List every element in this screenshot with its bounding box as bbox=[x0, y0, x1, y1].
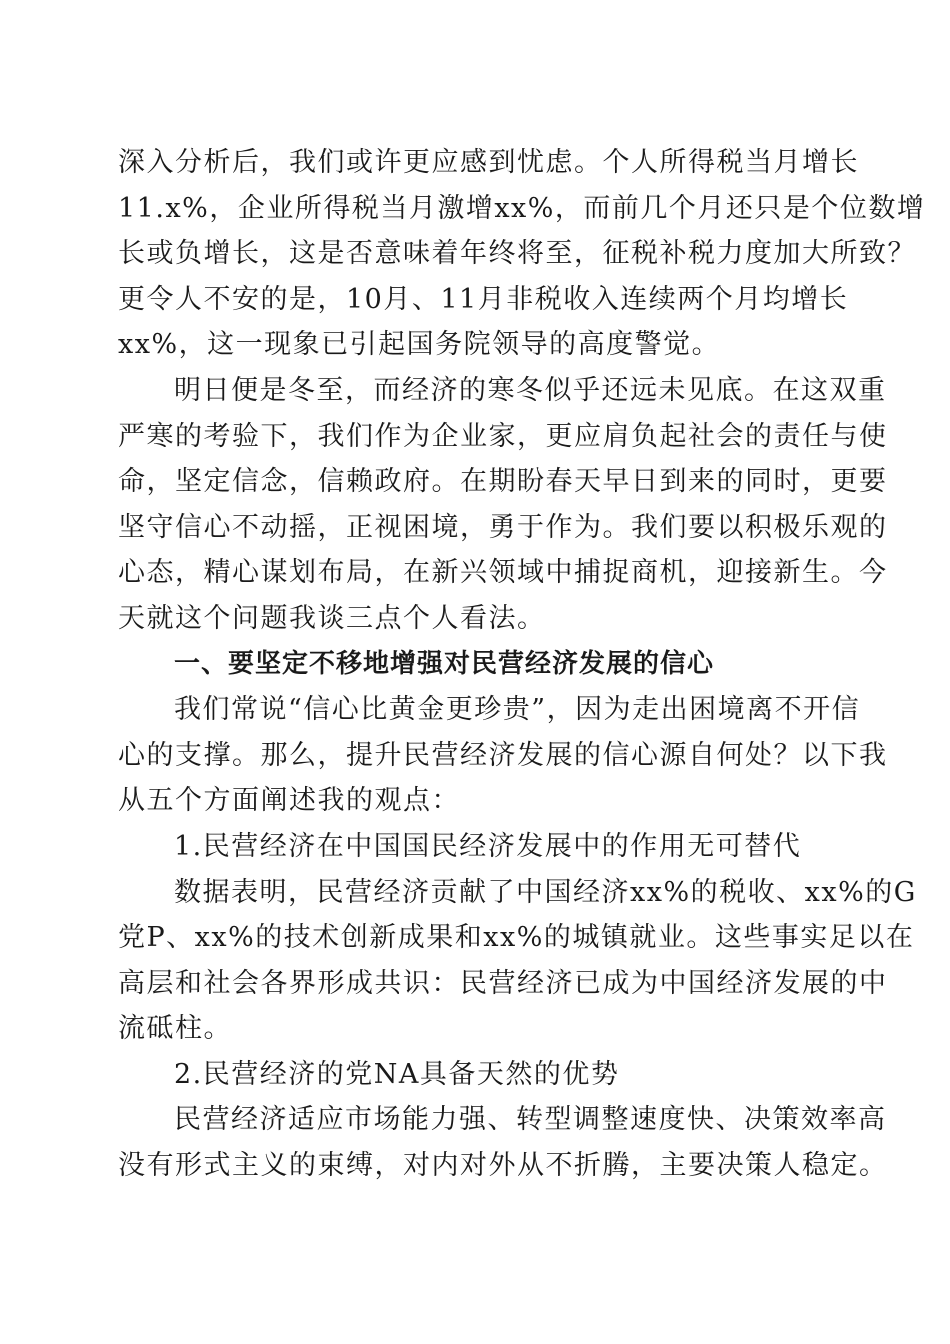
paragraph bbox=[118, 687, 888, 824]
heading-text: 一、要坚定不移地增强对民营经济发展的信心 bbox=[174, 648, 715, 679]
text-line: 命，坚定信念，信赖政府。在期盼春天早日到来的同时，更要 bbox=[118, 466, 888, 498]
text-line: 民营经济适应市场能力强、转型调整速度快、决策效率高 bbox=[174, 1104, 887, 1136]
text-line: 明日便是冬至，而经济的寒冬似乎还远未见底。在这双重 bbox=[174, 374, 887, 406]
text-line: 心态，精心谋划布局，在新兴领域中捕捉商机，迎接新生。今 bbox=[118, 557, 888, 589]
text-line: 坚守信心不动摇，正视困境，勇于作为。我们要以积极乐观的 bbox=[118, 511, 888, 543]
text-line: xx%，这一现象已引起国务院领导的高度警觉。 bbox=[118, 329, 721, 361]
text-line: 心的支撑。那么，提升民营经济发展的信心源自何处？以下我 bbox=[118, 739, 888, 771]
paragraph bbox=[118, 368, 888, 642]
document-body bbox=[118, 140, 926, 1189]
subheading bbox=[118, 824, 838, 870]
text-line: 党P、xx%的技术创新成果和xx%的城镇就业。这些事实足以在 bbox=[118, 922, 915, 954]
text-line: 我们常说“信心比黄金更珍贵”，因为走出困境离不开信 bbox=[174, 694, 861, 726]
text-line: 深入分析后，我们或许更应感到忧虑。个人所得税当月增长 bbox=[118, 147, 859, 178]
text-line: 高层和社会各界形成共识：民营经济已成为中国经济发展的中 bbox=[118, 967, 888, 999]
subheading-text: 2.民营经济的党NA具备天然的优势 bbox=[174, 1058, 620, 1090]
paragraph bbox=[118, 870, 917, 1052]
text-line: 从五个方面阐述我的观点： bbox=[118, 785, 460, 817]
text-line: 流砥柱。 bbox=[118, 1013, 232, 1045]
text-line: 天就这个问题我谈三点个人看法。 bbox=[118, 602, 546, 634]
subheading-text: 1.民营经济在中国国民经济发展中的作用无可替代 bbox=[174, 830, 802, 862]
text-line: 更令人不安的是，10月、11月非税收入连续两个月均增长 bbox=[118, 283, 849, 315]
paragraph bbox=[118, 1097, 888, 1188]
text-line: 没有形式主义的束缚，对内对外从不折腾，主要决策人稳定。 bbox=[118, 1150, 888, 1182]
text-line: 数据表明，民营经济贡献了中国经济xx%的税收、xx%的G bbox=[174, 876, 917, 908]
text-line: 11.x%，企业所得税当月激增xx%，而前几个月还只是个位数增 bbox=[118, 192, 926, 224]
subheading bbox=[118, 1052, 838, 1098]
text-line: 长或负增长，这是否意味着年终将至，征税补税力度加大所致？ bbox=[118, 238, 916, 270]
paragraph bbox=[118, 140, 926, 368]
text-line: 严寒的考验下，我们作为企业家，更应肩负起社会的责任与使 bbox=[118, 420, 888, 452]
section-heading bbox=[118, 642, 838, 688]
